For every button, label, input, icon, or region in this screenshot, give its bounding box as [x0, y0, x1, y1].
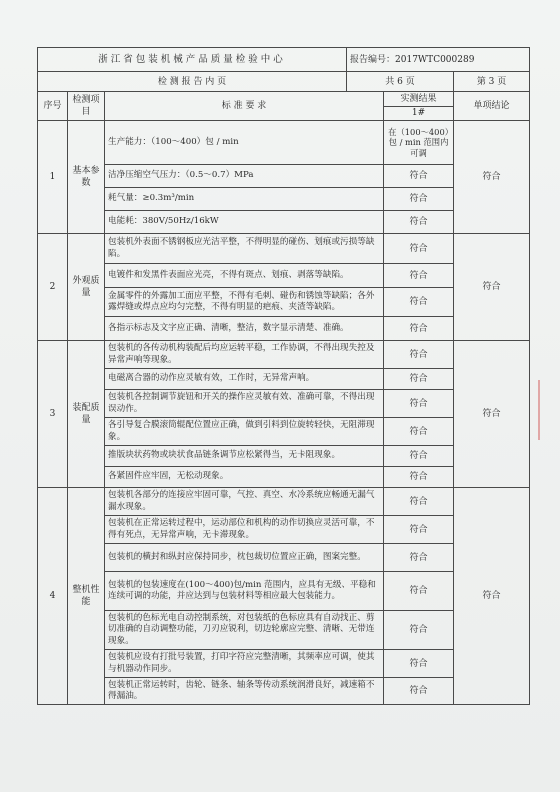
result-cell: 符合 [384, 317, 454, 341]
result-cell: 符合 [384, 369, 454, 390]
result-cell: 符合 [384, 188, 454, 211]
result-cell: 符合 [384, 390, 454, 418]
col-conclusion: 单项结论 [454, 92, 530, 121]
col-item: 检测项目 [68, 92, 105, 121]
requirement-cell: 包装机应设有打批号装置，打印字符应完整清晰，其频率应可调，使其与机器动作同步。 [105, 650, 384, 678]
requirement-cell: 电磁离合器的动作应灵敏有效，工作时，无异常声响。 [105, 369, 384, 390]
requirement-cell: 包装机在正常运转过程中，运动部位和机构的动作切换应灵活可靠，不得有死点，无异常声响，无卡滞现象。 [105, 516, 384, 544]
result-cell: 符合 [384, 467, 454, 488]
result-cell: 符合 [384, 418, 454, 446]
requirement-cell: 包装机外表面不锈钢板应光洁平整，不得明显的碰伤、划痕或污损等缺陷。 [105, 234, 384, 264]
result-cell: 符合 [384, 288, 454, 317]
section-conclusion: 符合 [454, 341, 530, 488]
requirement-cell: 包装机的包装速度在(100～400)包/min 范围内，应具有无级、平稳和连续可调的功能，并应达到与包装材料等相应最大包装能力。 [105, 572, 384, 611]
result-cell: 符合 [384, 446, 454, 467]
col-seq: 序号 [38, 92, 68, 121]
section-conclusion: 符合 [454, 121, 530, 234]
requirement-cell: 包装机各部分的连接应牢固可靠，气控、真空、水冷系统应畅通无漏气漏水现象。 [105, 488, 384, 516]
section-seq: 4 [38, 488, 68, 705]
section-seq: 3 [38, 341, 68, 488]
requirement-cell: 洁净压缩空气压力：（0.5～0.7）MPa [105, 165, 384, 188]
requirement-cell: 生产能力：（100～400）包 / min [105, 121, 384, 165]
inspection-report-table [37, 47, 530, 705]
requirement-cell: 包装机各控制调节旋钮和开关的操作应灵敏有效、准确可靠，不得出现误动作。 [105, 390, 384, 418]
seal-mark [538, 380, 560, 440]
result-cell: 符合 [384, 678, 454, 705]
result-cell: 符合 [384, 264, 454, 288]
report-title: 检 测 报 告 内 页 [38, 72, 347, 92]
col-sample: 1# [384, 106, 454, 121]
requirement-cell: 各引导复合膜滚筒辊配位置应正确，做到引料到位旋转轻快，无阻滞现象。 [105, 418, 384, 446]
section-item: 基本参数 [68, 121, 105, 234]
result-cell: 符合 [384, 234, 454, 264]
result-cell: 符合 [384, 611, 454, 650]
result-cell: 符合 [384, 650, 454, 678]
requirement-cell: 电能耗：380V/50Hz/16kW [105, 211, 384, 234]
requirement-cell: 电镀件和发黑件表面应光亮，不得有斑点、划痕、剥落等缺陷。 [105, 264, 384, 288]
report-number: 报告编号：2017WTC000289 [347, 48, 530, 72]
section-seq: 1 [38, 121, 68, 234]
section-item: 装配质量 [68, 341, 105, 488]
result-cell: 符合 [384, 211, 454, 234]
requirement-cell: 各紧固件应牢固，无松动现象。 [105, 467, 384, 488]
requirement-cell: 金属零件的外露加工面应平整，不得有毛刺、碰伤和锈蚀等缺陷；各外露焊缝或焊点应均匀完整，不得有明显的疤痕、夹渣等缺陷。 [105, 288, 384, 317]
result-cell: 符合 [384, 341, 454, 369]
result-cell: 符合 [384, 572, 454, 611]
requirement-cell: 推版块状药物或块状食品链条调节应松紧得当，无卡阻现象。 [105, 446, 384, 467]
result-cell: 在（100～400）包 / min 范围内可调 [384, 121, 454, 165]
section-conclusion: 符合 [454, 234, 530, 341]
section-conclusion: 符合 [454, 488, 530, 705]
total-pages: 共 6 页 [347, 72, 454, 92]
requirement-cell: 耗气量：≥0.3m³/min [105, 188, 384, 211]
col-result: 实测结果 [384, 92, 454, 107]
col-standard: 标 准 要 求 [105, 92, 384, 121]
requirement-cell: 包装机正常运转时，齿轮、链条、轴条等传动系统润滑良好，减速箱不得漏油。 [105, 678, 384, 705]
section-seq: 2 [38, 234, 68, 341]
result-cell: 符合 [384, 516, 454, 544]
requirement-cell: 包装机的各传动机构装配后均应运转平稳，工作协调，不得出现失控及异常声响等现象。 [105, 341, 384, 369]
organization-name: 浙江省包装机械产品质量检验中心 [38, 48, 347, 72]
result-cell: 符合 [384, 544, 454, 572]
result-cell: 符合 [384, 488, 454, 516]
section-item: 整机性能 [68, 488, 105, 705]
page-number: 第 3 页 [454, 72, 530, 92]
requirement-cell: 包装机的色标光电自动控制系统，对包装纸的色标应具有自动找正、剪切准确的自动调整功能，刀刃应锐利，切边轮廓应完整、清晰、无带连现象。 [105, 611, 384, 650]
section-item: 外观质量 [68, 234, 105, 341]
result-cell: 符合 [384, 165, 454, 188]
requirement-cell: 包装机的横封和纵封应保持同步，枕包裁切位置应正确，图案完整。 [105, 544, 384, 572]
requirement-cell: 各指示标志及文字应正确、清晰，整洁，数字显示清楚、准确。 [105, 317, 384, 341]
